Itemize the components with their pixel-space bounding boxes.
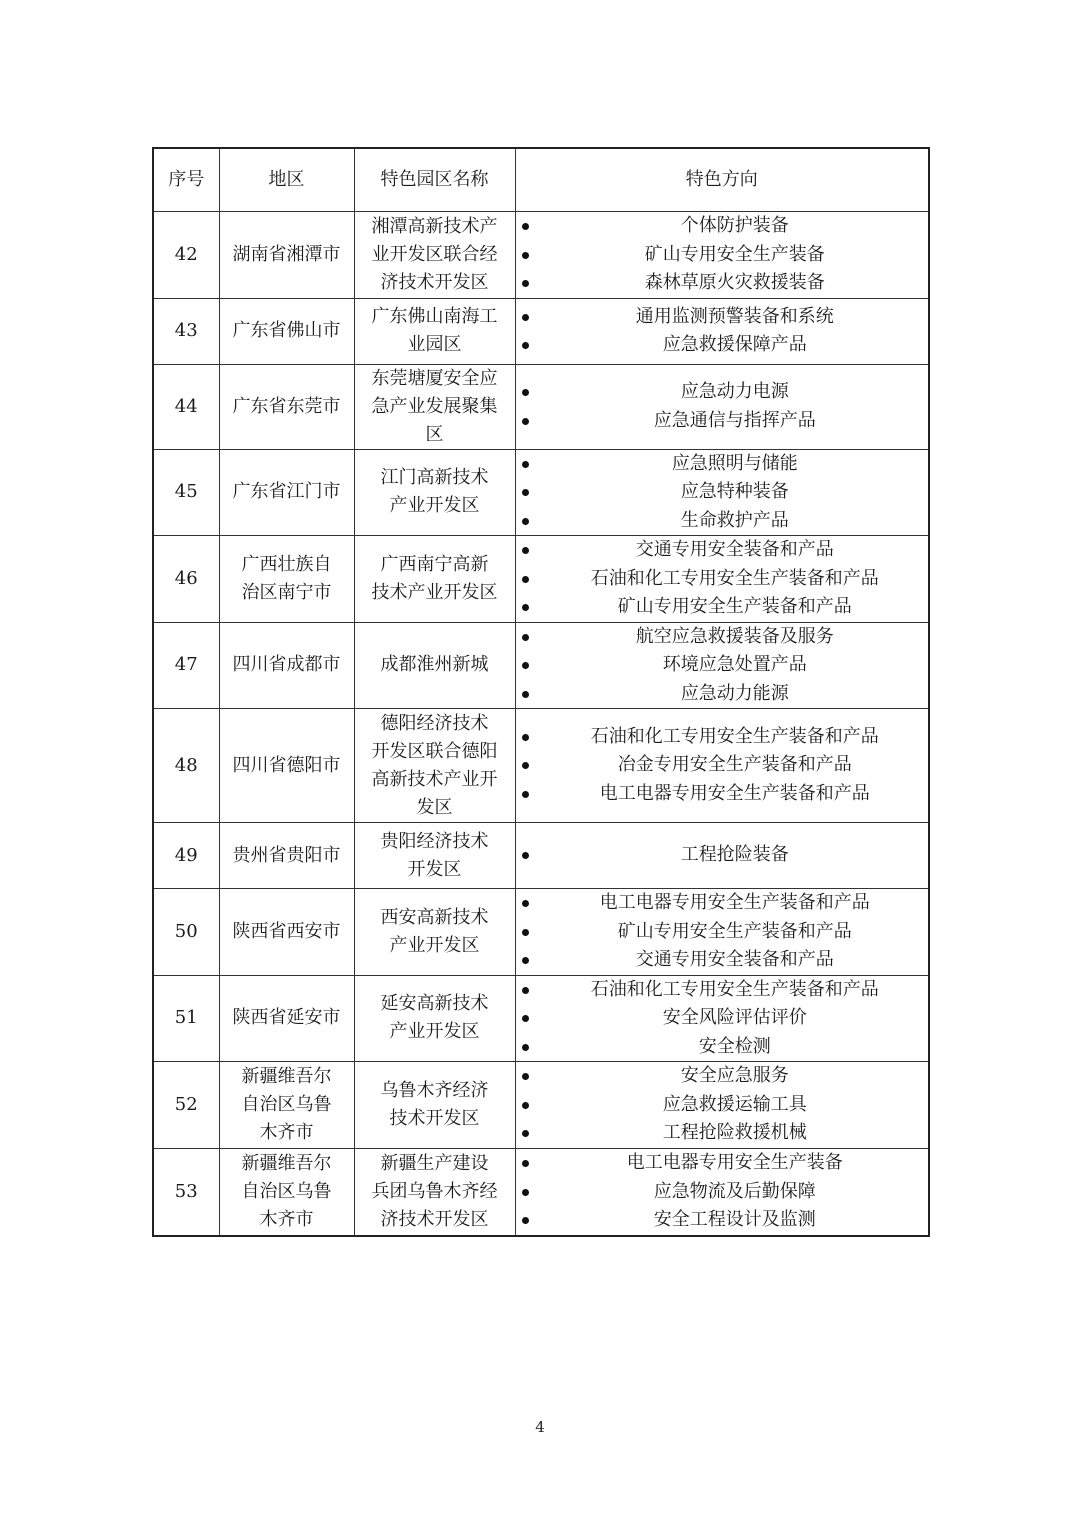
direction-item: 应急救援运输工具 xyxy=(516,1091,929,1120)
direction-item: 航空应急救援装备及服务 xyxy=(516,623,929,652)
text-line: 自治区乌鲁 xyxy=(241,1180,332,1202)
direction-item: 矿山专用安全生产装备 xyxy=(516,241,929,270)
cell-region xyxy=(219,364,354,449)
text-line: 湖南省湘潭市 xyxy=(232,243,341,265)
direction-item: 应急通信与指挥产品 xyxy=(516,407,929,436)
cell-directions xyxy=(515,298,929,364)
text-line: 广西壮族自 xyxy=(241,553,332,575)
text-line: 高新技术产业开 xyxy=(371,768,498,790)
cell-directions xyxy=(515,536,929,623)
cell-park-name xyxy=(354,536,515,623)
direction-item: 电工电器专用安全生产装备和产品 xyxy=(516,780,929,809)
text-line: 产业开发区 xyxy=(389,934,480,956)
text-line: 产业开发区 xyxy=(389,1021,480,1043)
cell-park-name xyxy=(354,212,515,299)
cell-directions xyxy=(515,212,929,299)
direction-item: 工程抢险装备 xyxy=(516,841,929,870)
text-line: 自治区乌鲁 xyxy=(241,1094,332,1115)
direction-item: 个体防护装备 xyxy=(516,212,929,241)
cell-number: 52 xyxy=(153,1062,219,1149)
direction-item: 通用监测预警装备和系统 xyxy=(516,303,929,332)
cell-directions xyxy=(515,975,929,1062)
direction-item: 石油和化工专用安全生产装备和产品 xyxy=(516,723,929,752)
text-line: 开发区联合德阳 xyxy=(371,740,498,762)
cell-region xyxy=(219,709,354,823)
direction-list xyxy=(516,450,929,536)
text-line: 广东省江门市 xyxy=(232,481,341,503)
cell-number: 50 xyxy=(153,889,219,976)
table-row xyxy=(153,709,929,823)
cell-park-name xyxy=(354,889,515,976)
text-line: 广东省佛山市 xyxy=(232,320,341,341)
text-line: 新疆维吾尔 xyxy=(241,1152,332,1174)
direction-item: 工程抢险救援机械 xyxy=(516,1119,929,1148)
text-line: 技术开发区 xyxy=(389,1108,480,1129)
table-row xyxy=(153,975,929,1062)
text-line: 技术产业开发区 xyxy=(371,581,498,603)
direction-item: 石油和化工专用安全生产装备和产品 xyxy=(516,976,929,1005)
cell-park-name xyxy=(354,709,515,823)
direction-list xyxy=(516,212,929,298)
table-row xyxy=(153,212,929,299)
cell-number: 53 xyxy=(153,1149,219,1236)
table-row xyxy=(153,364,929,449)
direction-item: 矿山专用安全生产装备和产品 xyxy=(516,918,929,947)
text-line: 区 xyxy=(425,423,444,445)
cell-number: 42 xyxy=(153,212,219,299)
direction-item: 应急物流及后勤保障 xyxy=(516,1178,929,1207)
direction-item: 安全工程设计及监测 xyxy=(516,1206,929,1235)
text-line: 兵团乌鲁木齐经 xyxy=(371,1180,498,1202)
text-line: 木齐市 xyxy=(259,1122,314,1143)
cell-directions xyxy=(515,1149,929,1236)
cell-region xyxy=(219,298,354,364)
cell-directions xyxy=(515,889,929,976)
text-line: 急产业发展聚集 xyxy=(371,395,498,417)
cell-number: 46 xyxy=(153,536,219,623)
cell-park-name xyxy=(354,1062,515,1149)
cell-region xyxy=(219,212,354,299)
table-row xyxy=(153,889,929,976)
text-line: 广西南宁高新 xyxy=(380,553,489,575)
text-line: 成都淮州新城 xyxy=(380,654,489,676)
text-line: 产业开发区 xyxy=(389,495,480,517)
direction-item: 应急动力能源 xyxy=(516,680,929,709)
text-line: 江门高新技术 xyxy=(380,467,489,489)
direction-item: 矿山专用安全生产装备和产品 xyxy=(516,593,929,622)
text-line: 济技术开发区 xyxy=(380,1208,489,1230)
direction-item: 石油和化工专用安全生产装备和产品 xyxy=(516,565,929,594)
cell-directions xyxy=(515,364,929,449)
direction-item: 应急动力电源 xyxy=(516,378,929,407)
cell-park-name xyxy=(354,823,515,889)
cell-number: 47 xyxy=(153,622,219,709)
direction-list xyxy=(516,1062,929,1148)
direction-item: 应急特种装备 xyxy=(516,478,929,507)
text-line: 新疆生产建设 xyxy=(380,1152,489,1174)
direction-item: 交通专用安全装备和产品 xyxy=(516,536,929,565)
direction-item: 森林草原火灾救援装备 xyxy=(516,269,929,298)
park-table xyxy=(152,147,930,1237)
text-line: 四川省德阳市 xyxy=(232,754,341,776)
direction-item: 电工电器专用安全生产装备和产品 xyxy=(516,889,929,918)
text-line: 西安高新技术 xyxy=(380,906,489,928)
direction-item: 安全检测 xyxy=(516,1033,929,1062)
table-row xyxy=(153,1149,929,1236)
text-line: 业开发区联合经 xyxy=(371,243,498,265)
table-row xyxy=(153,449,929,536)
text-line: 延安高新技术 xyxy=(380,993,489,1015)
text-line: 东莞塘厦安全应 xyxy=(371,367,498,389)
text-line: 木齐市 xyxy=(259,1208,314,1230)
header-direction: 特色方向 xyxy=(515,148,929,212)
cell-number: 51 xyxy=(153,975,219,1062)
cell-number: 43 xyxy=(153,298,219,364)
cell-region xyxy=(219,975,354,1062)
direction-item: 安全风险评估评价 xyxy=(516,1004,929,1033)
text-line: 新疆维吾尔 xyxy=(241,1066,332,1087)
cell-park-name xyxy=(354,975,515,1062)
table-header-row xyxy=(153,148,929,212)
direction-list xyxy=(516,889,929,975)
direction-item: 应急救援保障产品 xyxy=(516,331,929,360)
text-line: 陕西省西安市 xyxy=(232,920,341,942)
direction-list xyxy=(516,723,929,809)
cell-region xyxy=(219,449,354,536)
text-line: 湘潭高新技术产 xyxy=(371,215,498,237)
text-line: 广东佛山南海工 xyxy=(371,306,498,327)
text-line: 广东省东莞市 xyxy=(232,395,341,417)
cell-directions xyxy=(515,1062,929,1149)
direction-item: 交通专用安全装备和产品 xyxy=(516,946,929,975)
text-line: 业园区 xyxy=(407,334,462,355)
text-line: 济技术开发区 xyxy=(380,271,489,293)
text-line: 治区南宁市 xyxy=(241,581,332,603)
table-row xyxy=(153,1062,929,1149)
direction-list xyxy=(516,378,929,435)
page-number: 4 xyxy=(535,1418,545,1436)
text-line: 陕西省延安市 xyxy=(232,1007,341,1029)
direction-item: 安全应急服务 xyxy=(516,1062,929,1091)
direction-list xyxy=(516,1149,929,1235)
header-region: 地区 xyxy=(219,148,354,212)
text-line: 乌鲁木齐经济 xyxy=(380,1080,489,1101)
cell-park-name xyxy=(354,1149,515,1236)
table-row xyxy=(153,536,929,623)
cell-region xyxy=(219,1149,354,1236)
cell-region xyxy=(219,622,354,709)
direction-item: 生命救护产品 xyxy=(516,507,929,536)
table-row xyxy=(153,823,929,889)
direction-item: 应急照明与储能 xyxy=(516,450,929,479)
cell-park-name xyxy=(354,298,515,364)
cell-park-name xyxy=(354,449,515,536)
table-row xyxy=(153,298,929,364)
cell-region xyxy=(219,1062,354,1149)
text-line: 德阳经济技术 xyxy=(380,712,489,734)
direction-list xyxy=(516,841,929,870)
direction-item: 环境应急处置产品 xyxy=(516,651,929,680)
cell-number: 49 xyxy=(153,823,219,889)
cell-number: 48 xyxy=(153,709,219,823)
direction-item: 电工电器专用安全生产装备 xyxy=(516,1149,929,1178)
cell-directions xyxy=(515,622,929,709)
direction-list xyxy=(516,623,929,709)
text-line: 贵州省贵阳市 xyxy=(232,844,341,866)
direction-list xyxy=(516,536,929,622)
cell-park-name xyxy=(354,622,515,709)
text-line: 贵阳经济技术 xyxy=(380,830,489,852)
cell-region xyxy=(219,823,354,889)
cell-region xyxy=(219,536,354,623)
cell-region xyxy=(219,889,354,976)
table-row xyxy=(153,622,929,709)
table-body xyxy=(153,212,929,1236)
header-park: 特色园区名称 xyxy=(354,148,515,212)
cell-directions xyxy=(515,709,929,823)
cell-number: 44 xyxy=(153,364,219,449)
text-line: 发区 xyxy=(416,796,453,818)
cell-number: 45 xyxy=(153,449,219,536)
direction-list xyxy=(516,303,929,360)
cell-park-name xyxy=(354,364,515,449)
cell-directions xyxy=(515,823,929,889)
direction-list xyxy=(516,976,929,1062)
direction-item: 冶金专用安全生产装备和产品 xyxy=(516,751,929,780)
text-line: 四川省成都市 xyxy=(232,654,341,676)
text-line: 开发区 xyxy=(407,858,462,880)
header-no: 序号 xyxy=(153,148,219,212)
cell-directions xyxy=(515,449,929,536)
